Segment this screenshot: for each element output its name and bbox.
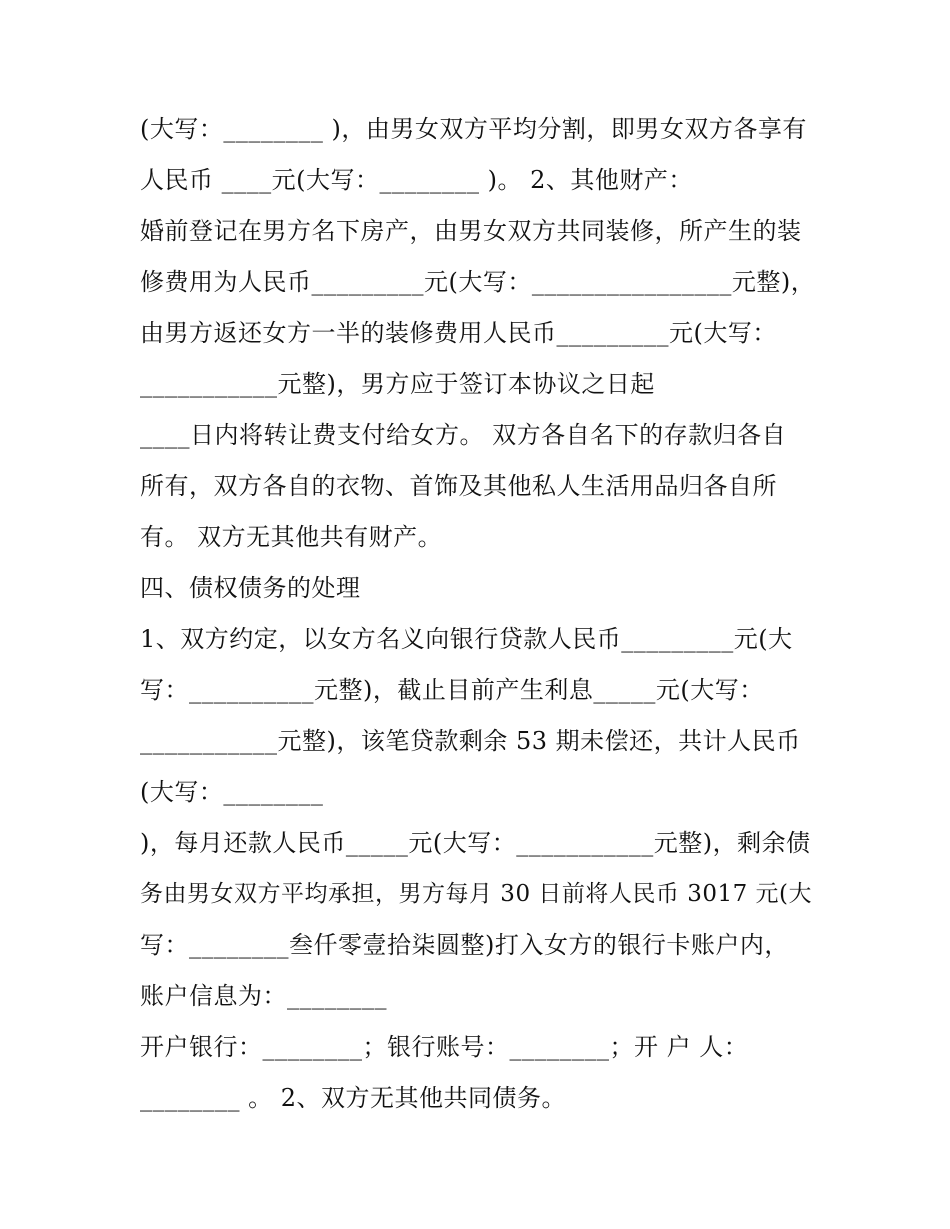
text-line: ___________元整)，男方应于签订本协议之日起 [140,370,655,398]
text-line: 婚前登记在男方名下房产，由男女双方共同装修，所产生的装 [140,217,802,245]
text-line: 账户信息为：________ [140,982,387,1010]
text-line: (大写：________ [140,778,324,806]
text-line: 有。 双方无其他共有财产。 [140,523,443,551]
text-line: 1、双方约定，以女方名义向银行贷款人民币_________元(大 [140,625,793,653]
text-line: 由男方返还女方一半的装修费用人民币_________元(大写： [140,319,777,347]
text-line: )，每月还款人民币_____元(大写：___________元整)，剩余债 [140,829,811,857]
text-line: ____日内将转让费支付给女方。 双方各自名下的存款归各自 [140,421,787,449]
document-body [140,104,820,1124]
text-line: ___________元整)，该笔贷款剩余 53 期未偿还，共计人民币 [140,727,801,755]
text-line: ________ 。 2、双方无其他共同债务。 [140,1084,567,1112]
text-line: 写：__________元整)，截止目前产生利息_____元(大写： [140,676,764,704]
section-heading: 四、债权债务的处理 [140,574,361,602]
text-line: 务由男女双方平均承担，男方每月 30 日前将人民币 3017 元(大 [140,881,813,907]
text-line: 所有，双方各自的衣物、首饰及其他私人生活用品归各自所 [140,472,777,500]
text-line: (大写：________ )，由男女双方平均分割，即男女双方各享有 [140,115,807,143]
text-line: 修费用为人民币_________元(大写：________________元整)， [140,268,816,296]
text-line: 开户银行：________；银行账号：________；开 户 人： [140,1033,749,1061]
text-line: 人民币 ____元(大写：________ )。 2、其他财产： [140,166,693,194]
text-line: 写：________叁仟零壹拾柒圆整)打入女方的银行卡账户内， [140,931,789,959]
